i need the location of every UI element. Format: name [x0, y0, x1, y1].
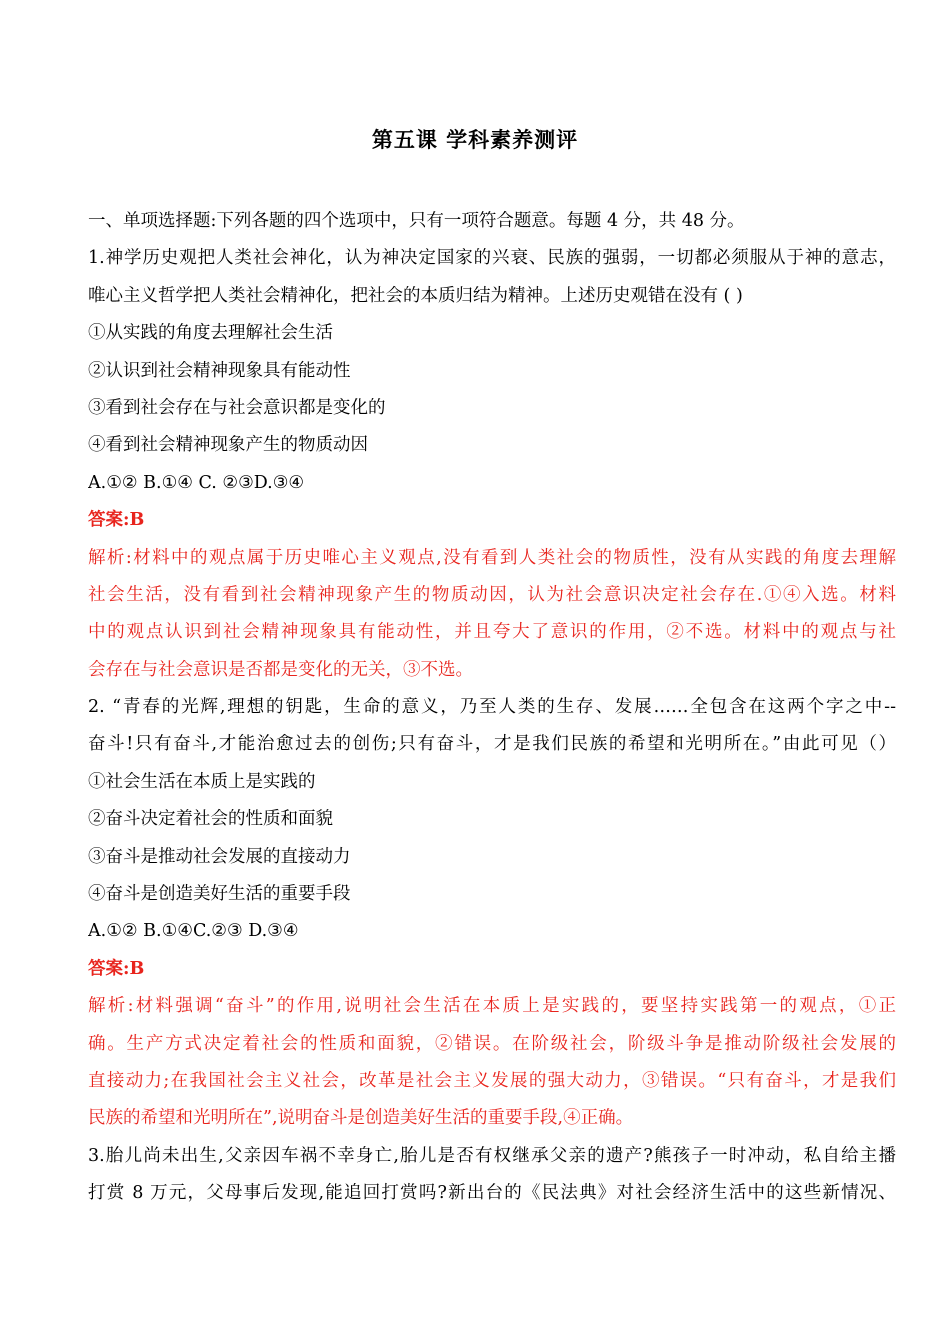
analysis-line: 会存在与社会意识是否都是变化的无关，③不选。	[88, 659, 473, 680]
analysis-line: 中的观点认识到社会精神现象具有能动性，并且夸大了意识的作用，②不选。材料中的观点与社	[88, 622, 896, 643]
analysis-line: 民族的希望和光明所在”,说明奋斗是创造美好生活的重要手段,④正确。	[88, 1108, 634, 1129]
question-option: ③奋斗是推动社会发展的直接动力	[88, 846, 351, 867]
question-3	[88, 1138, 896, 1213]
question-option: ④看到社会精神现象产生的物质动因	[88, 435, 368, 456]
question-stem-line: 3.胎儿尚未出生,父亲因车祸不幸身亡,胎儿是否有权继承父亲的遗产?熊孩子一时冲动，私自给主播	[88, 1145, 896, 1166]
question-stem-line: 打赏 8 万元，父母事后发现,能追回打赏吗?新出台的《民法典》对社会经济生活中的这些新情况、	[88, 1183, 896, 1204]
question-option: ②认识到社会精神现象具有能动性	[88, 360, 351, 381]
analysis-line: 社会生活，没有看到社会精神现象产生的物质动因，认为社会意识决定社会存在.①④入选。材料	[88, 584, 896, 605]
question-2	[88, 689, 896, 1138]
answer-label: 答案:B	[88, 958, 145, 979]
question-option: ④奋斗是创造美好生活的重要手段	[88, 884, 351, 905]
question-option: ②奋斗决定着社会的性质和面貌	[88, 809, 333, 830]
answer-choices: A.①② B.①④C.②③ D.③④	[88, 921, 299, 942]
document-body	[88, 203, 896, 1213]
analysis-line: 解析:材料强调“奋斗”的作用,说明社会生活在本质上是实践的，要坚持实践第一的观点，①正	[88, 996, 896, 1017]
section-header: 一、单项选择题:下列各题的四个选项中，只有一项符合题意。每题 4 分，共 48 分。	[88, 211, 745, 231]
analysis-line: 直接动力;在我国社会主义社会，改革是社会主义发展的强大动力，③错误。“只有奋斗，才是我们	[88, 1070, 896, 1091]
page-title: 第五课 学科素养测评	[371, 127, 579, 152]
question-1	[88, 240, 896, 689]
question-stem-line: 2. “青春的光辉,理想的钥匙，生命的意义，乃至人类的生存、发展……全包含在这两个字之中--	[88, 697, 896, 718]
question-option: ①从实践的角度去理解社会生活	[88, 323, 333, 344]
question-stem-line: 奋斗!只有奋斗,才能治愈过去的创伤;只有奋斗，才是我们民族的希望和光明所在。”由此可见（）	[88, 734, 896, 755]
answer-label: 答案:B	[88, 510, 145, 531]
analysis-line: 解析:材料中的观点属于历史唯心主义观点,没有看到人类社会的物质性，没有从实践的角度去理解	[88, 547, 896, 568]
question-stem-line: 1.神学历史观把人类社会神化，认为神决定国家的兴衰、民族的强弱，一切都必须服从于神的意志，	[88, 248, 896, 269]
answer-choices: A.①② B.①④ C. ②③D.③④	[88, 472, 305, 493]
question-stem-line: 唯心主义哲学把人类社会精神化，把社会的本质归结为精神。上述历史观错在没有 ( )	[88, 285, 743, 306]
question-option: ③看到社会存在与社会意识都是变化的	[88, 397, 386, 418]
analysis-line: 确。生产方式决定着社会的性质和面貌，②错误。在阶级社会，阶级斗争是推动阶级社会发展的	[88, 1033, 896, 1054]
question-option: ①社会生活在本质上是实践的	[88, 771, 316, 792]
